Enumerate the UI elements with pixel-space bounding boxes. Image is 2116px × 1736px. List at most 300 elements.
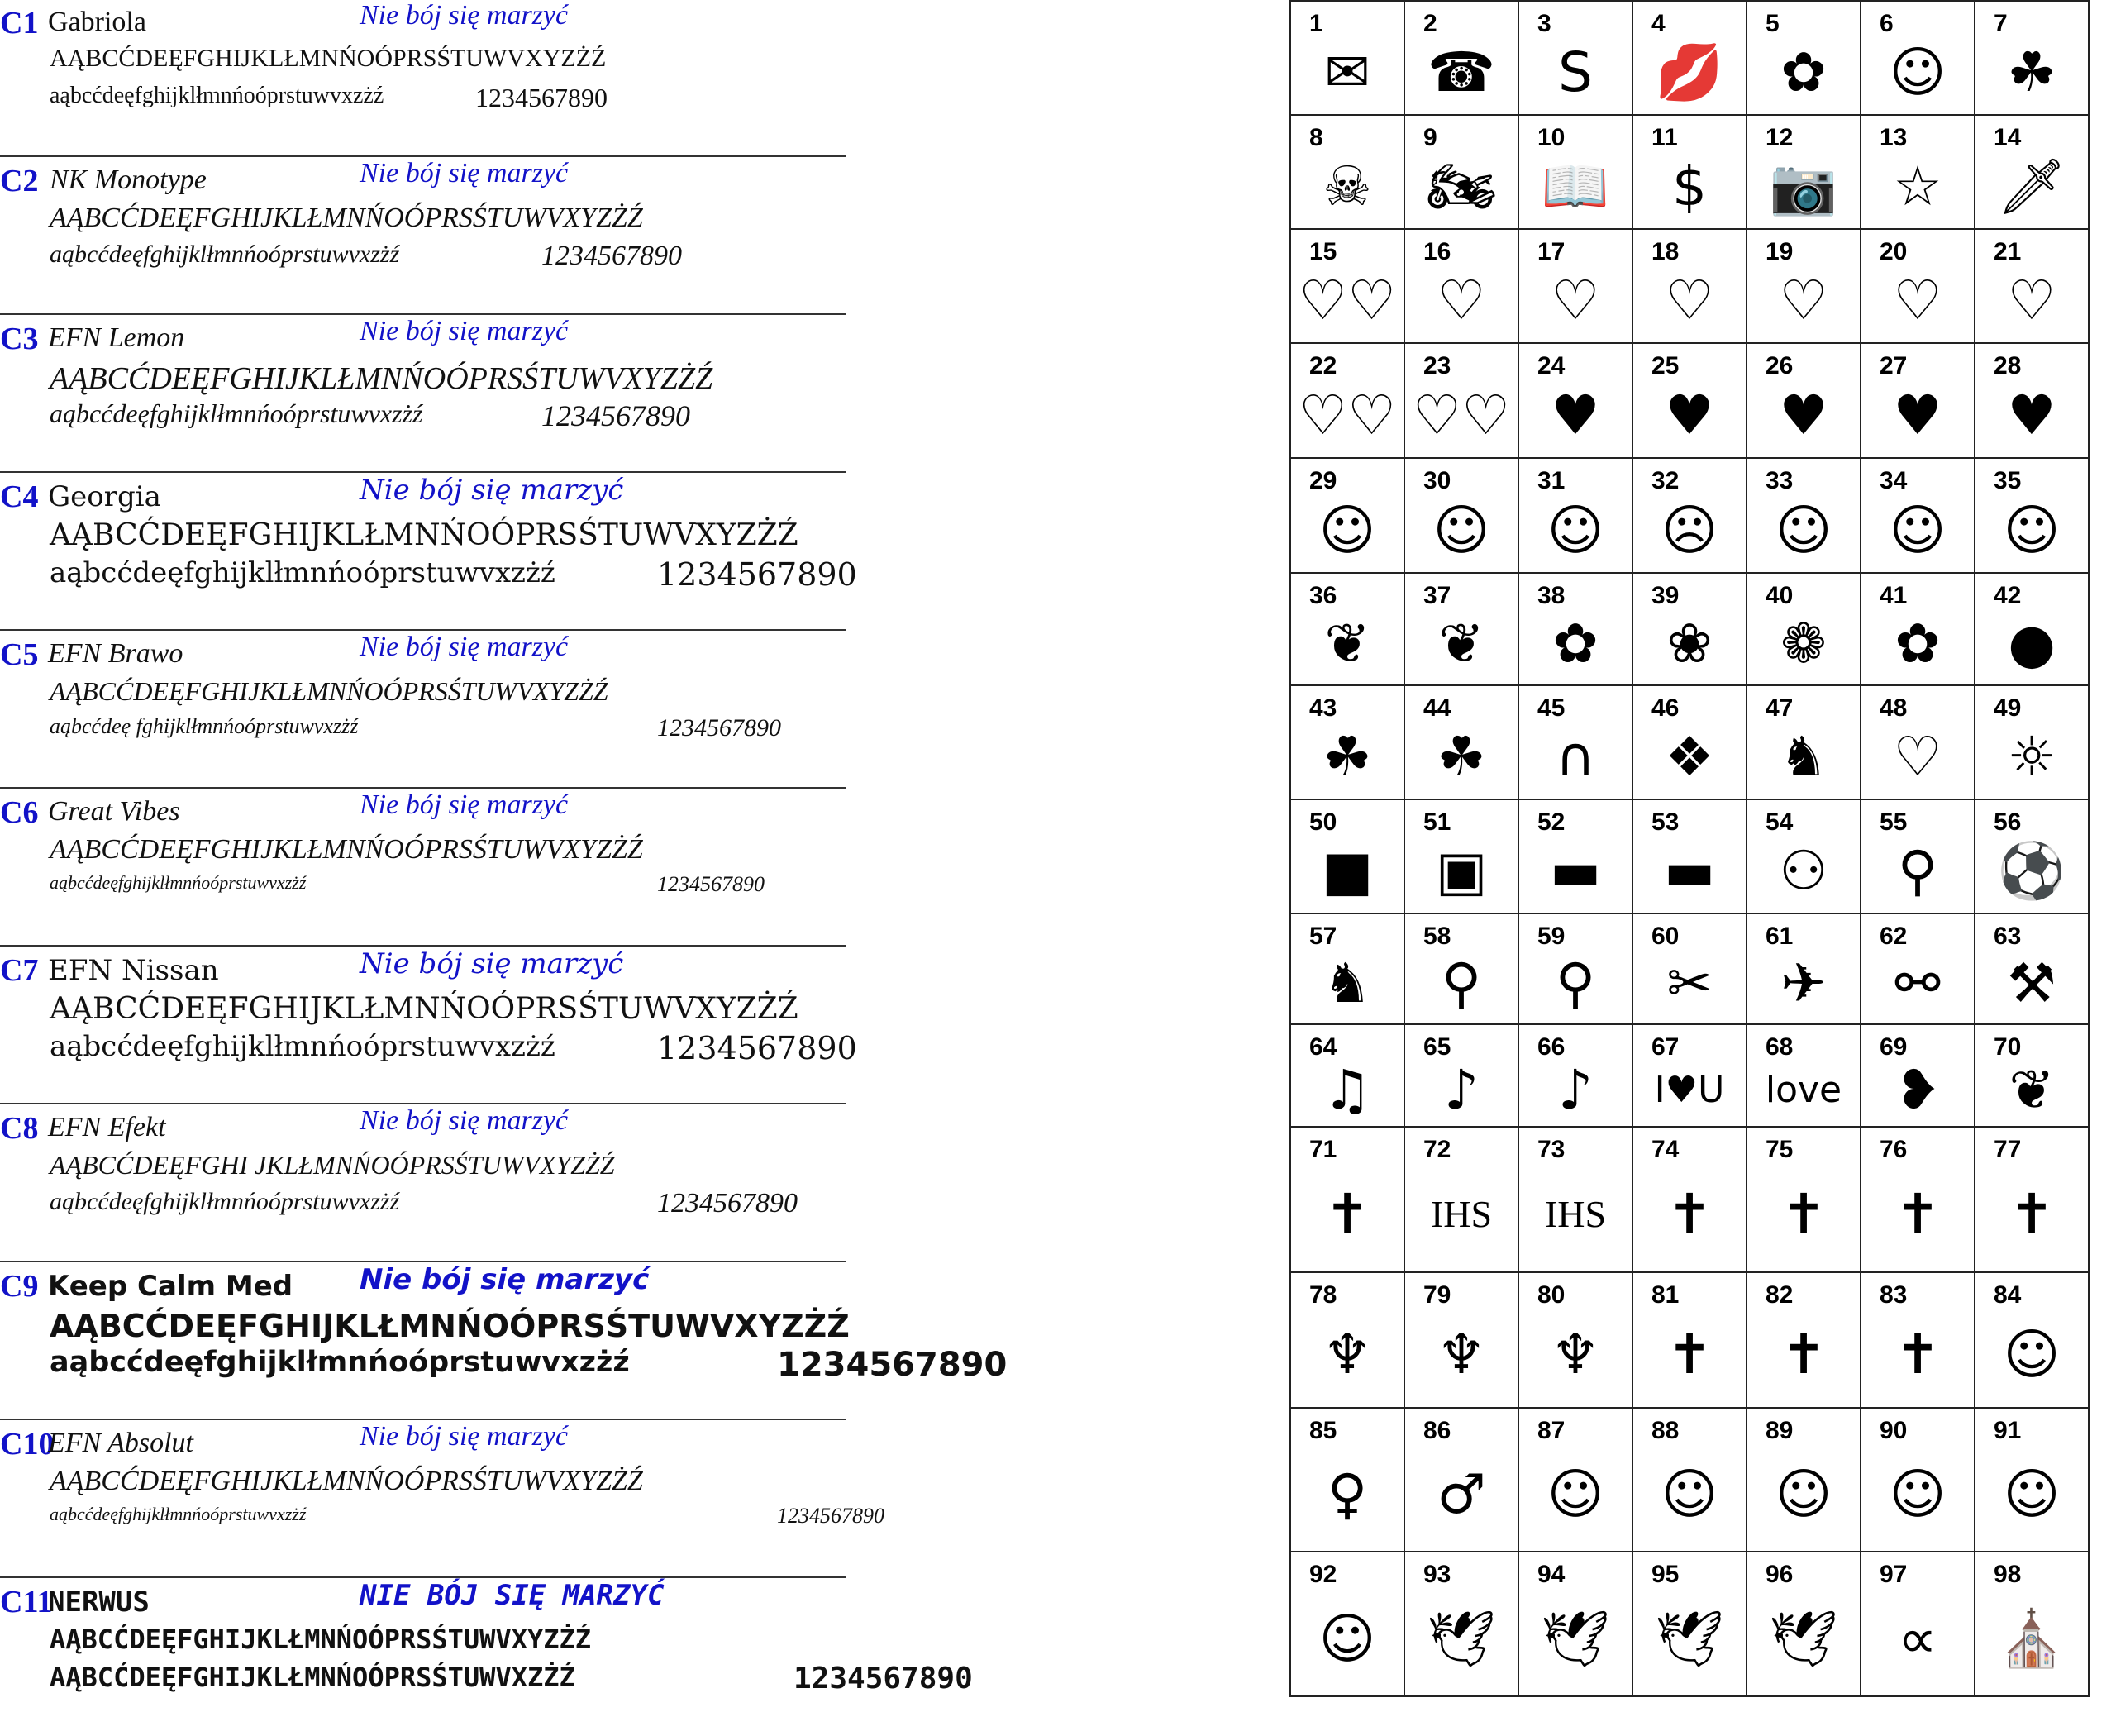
symbol-cell-94[interactable]: [1518, 1551, 1633, 1697]
symbol-number: 60: [1651, 923, 1680, 950]
angel-icon: ☺: [1546, 1462, 1604, 1526]
symbol-number: 96: [1766, 1561, 1794, 1588]
digits-sample: 1234567890: [541, 241, 682, 271]
symbol-cell-9[interactable]: [1404, 114, 1519, 230]
font-sample-c5: [0, 632, 846, 789]
symbol-cell-37[interactable]: [1404, 572, 1519, 686]
symbol-cell-76[interactable]: [1860, 1126, 1975, 1273]
tongue-smiley-icon: ☺: [1432, 498, 1490, 562]
symbol-cell-40[interactable]: [1746, 572, 1861, 686]
rose-bloom-icon: ❁: [1780, 612, 1827, 675]
symbol-cell-79[interactable]: [1404, 1271, 1519, 1409]
symbol-number: 88: [1651, 1417, 1680, 1444]
symbol-number: 34: [1880, 467, 1908, 494]
symbol-number: 73: [1537, 1136, 1566, 1163]
symbol-cell-96[interactable]: [1746, 1551, 1861, 1697]
cats-icon: ♞: [1779, 725, 1828, 789]
symbol-cell-32[interactable]: [1632, 457, 1747, 574]
sad-smiley-icon: ☹: [1661, 498, 1718, 562]
symbol-cell-88[interactable]: [1632, 1407, 1747, 1552]
font-name: NK Monotype: [50, 165, 207, 195]
symbol-number: 85: [1309, 1417, 1337, 1444]
dove-icon: 🕊: [1655, 1606, 1724, 1671]
symbol-cell-80[interactable]: [1518, 1271, 1633, 1409]
symbol-number: 97: [1880, 1561, 1908, 1588]
symbol-cell-75[interactable]: [1746, 1126, 1861, 1273]
symbol-number: 80: [1537, 1281, 1566, 1309]
ihs-wheat-icon: IHS: [1544, 1193, 1607, 1235]
symbol-cell-91[interactable]: [1974, 1407, 2090, 1552]
dagger-icon: 🗡: [1997, 155, 2066, 218]
heart-outline-icon: ♡: [1437, 269, 1486, 332]
symbol-number: 79: [1423, 1281, 1451, 1309]
chalice-host-icon: ♆: [1551, 1323, 1600, 1386]
divider: [0, 313, 846, 315]
lowercase-sample: aąbcćdeę fghijklłmnńoóprstuwvxzżź: [50, 714, 359, 738]
dove-cross-icon: ✝: [1780, 1323, 1827, 1386]
symbol-number: 6: [1880, 10, 1894, 37]
lowercase-sample: aąbcćdeęfghijklłmnńoóprstuwvxzżź: [50, 1030, 555, 1063]
symbol-cell-82[interactable]: [1746, 1271, 1861, 1409]
symbol-number: 56: [1994, 808, 2022, 836]
flower-icon: ✿: [1894, 612, 1941, 675]
cross-chalice-icon: ✝: [1894, 1182, 1941, 1246]
symbol-cell-74[interactable]: [1632, 1126, 1747, 1273]
lowercase-sample: aąbcćdeęfghijklłmnńoóprstuwvxzżź: [50, 872, 307, 893]
forklift-icon: ■: [1321, 839, 1374, 903]
big-smile-icon: ☺: [1889, 498, 1947, 562]
symbol-cell-28[interactable]: [1974, 342, 2090, 459]
apple-icon: ●: [2008, 612, 2056, 675]
symbol-cell-85[interactable]: [1289, 1407, 1405, 1552]
symbol-cell-63[interactable]: [1974, 913, 2090, 1025]
symbol-cell-17[interactable]: [1518, 228, 1633, 344]
symbol-cell-86[interactable]: [1404, 1407, 1519, 1552]
font-code: C3: [0, 322, 39, 356]
symbol-cell-84[interactable]: [1974, 1271, 2090, 1409]
symbol-cell-22[interactable]: [1289, 342, 1405, 459]
phone-icon: ☎: [1427, 41, 1496, 104]
digits-sample: 1234567890: [777, 1346, 1008, 1384]
heart-swirl-icon: ♥: [1665, 383, 1714, 447]
uppercase-sample: AĄBCĆDEĘFGHIJKLŁMNŃOÓPRSŚTUWVXYZŻŹ: [50, 1466, 643, 1496]
i-love-u-icon: I♥U: [1654, 1069, 1725, 1111]
symbol-cell-97[interactable]: [1860, 1551, 1975, 1697]
digits-sample: 1234567890: [794, 1662, 973, 1695]
symbol-number: 36: [1309, 582, 1337, 609]
symbol-number: 31: [1537, 467, 1566, 494]
dove-icon: 🕊: [1541, 1606, 1610, 1671]
symbol-cell-98[interactable]: [1974, 1551, 2090, 1697]
symbol-number: 65: [1423, 1033, 1451, 1061]
uppercase-sample: AĄBCĆDEĘFGHI JKLŁMNŃOÓPRSŚTUWVXYZŻŹ: [50, 1150, 615, 1180]
digits-sample: 1234567890: [777, 1504, 884, 1528]
symbol-number: 23: [1423, 352, 1451, 379]
symbol-cell-26[interactable]: [1746, 342, 1861, 459]
symbol-number: 16: [1423, 238, 1451, 265]
lowercase-sample: aąbcćdeęfghijklłmnńoóprstuwvxzżź: [50, 241, 400, 268]
heart-outline-icon: ♡: [2007, 269, 2056, 332]
symbol-cell-33[interactable]: [1746, 457, 1861, 574]
symbol-cell-42[interactable]: [1974, 572, 2090, 686]
symbol-cell-12[interactable]: [1746, 114, 1861, 230]
camera-icon: 📷: [1769, 155, 1838, 218]
symbol-number: 42: [1994, 582, 2022, 609]
open-book-icon: 📖: [1541, 155, 1610, 218]
lips-icon: 💋: [1655, 41, 1724, 104]
symbol-number: 50: [1309, 808, 1337, 836]
horseshoe-icon: ∩: [1555, 725, 1596, 789]
symbol-number: 51: [1423, 808, 1451, 836]
symbol-number: 19: [1766, 238, 1794, 265]
symbol-number: 7: [1994, 10, 2008, 37]
font-sample-c3: [0, 316, 846, 473]
communion-icon: ✝: [1324, 1182, 1370, 1246]
symbol-cell-38[interactable]: [1518, 572, 1633, 686]
symbol-number: 48: [1880, 694, 1908, 722]
symbol-cell-92[interactable]: [1289, 1551, 1405, 1697]
divider: [0, 787, 846, 789]
symbol-number: 5: [1766, 10, 1780, 37]
symbol-number: 86: [1423, 1417, 1451, 1444]
font-name: EFN Absolut: [48, 1428, 193, 1458]
sample-motto: Nie bój się marzyć: [360, 0, 569, 31]
curly-heart-icon: ♡: [1779, 269, 1828, 332]
symbol-number: 29: [1309, 467, 1337, 494]
bicycle-icon: ⚯: [1894, 951, 1941, 1015]
symbol-cell-5[interactable]: [1746, 0, 1861, 116]
chalice-ihs-icon: ♆: [1437, 1323, 1486, 1386]
symbol-number: 72: [1423, 1136, 1451, 1163]
butterfly-icon: ❦: [1324, 612, 1370, 675]
uppercase-sample: AĄBCĆDEĘFGHIJKLŁMNŃOÓPRSŚTUWVXYZŻŹ: [50, 992, 798, 1026]
symbol-cell-11[interactable]: [1632, 114, 1747, 230]
symbol-cell-39[interactable]: [1632, 572, 1747, 686]
symbol-number: 22: [1309, 352, 1337, 379]
sample-motto: Nie bój się marzyć: [360, 316, 569, 346]
horse-rider-icon: ♞: [1322, 951, 1372, 1015]
symbol-cell-54[interactable]: [1746, 799, 1861, 914]
bus-icon: ▣: [1435, 839, 1488, 903]
dove-icon: 🕊: [1427, 1606, 1496, 1671]
symbol-number: 25: [1651, 352, 1680, 379]
font-name: EFN Lemon: [48, 322, 185, 353]
symbol-cell-1[interactable]: [1289, 0, 1405, 116]
symbol-number: 12: [1766, 124, 1794, 151]
heart-filled-icon: ♥: [1779, 383, 1828, 447]
symbol-number: 14: [1994, 124, 2022, 151]
symbol-cell-20[interactable]: [1860, 228, 1975, 344]
grin-smiley-icon: ☺: [1546, 498, 1604, 562]
symbol-cell-93[interactable]: [1404, 1551, 1519, 1697]
symbol-cell-55[interactable]: [1860, 799, 1975, 914]
lowercase-sample: aąbcćdeęfghijklłmnńoóprstuwvxzżź: [50, 398, 423, 428]
symbol-number: 28: [1994, 352, 2022, 379]
trumpet-angel-icon: ☺: [1318, 1606, 1376, 1671]
footballer-icon: ⚽: [1997, 839, 2066, 903]
font-name: NERWUS: [48, 1586, 150, 1619]
sample-motto: Nie bój się marzyć: [360, 1263, 650, 1296]
font-code: C10: [0, 1427, 55, 1462]
symbol-cell-65[interactable]: [1404, 1023, 1519, 1128]
divider: [0, 471, 846, 473]
symbol-cell-45[interactable]: [1518, 684, 1633, 800]
uppercase-sample: AĄBCĆDEĘFGHIJKLŁMNŃOÓPRSŚTUWVXYZŻŹ: [50, 518, 798, 552]
symbol-cell-4[interactable]: [1632, 0, 1747, 116]
heart-filled-icon: ♥: [1893, 383, 1942, 447]
hearts-swirl-icon: ❥: [1894, 1058, 1941, 1122]
symbol-number: 61: [1766, 923, 1794, 950]
symbol-number: 38: [1537, 582, 1566, 609]
symbol-cell-34[interactable]: [1860, 457, 1975, 574]
symbol-cell-24[interactable]: [1518, 342, 1633, 459]
double-heart-icon: ♡: [1551, 269, 1600, 332]
symbol-cell-60[interactable]: [1632, 913, 1747, 1025]
sports-car-icon: ▬: [1663, 839, 1716, 903]
symbol-number: 35: [1994, 467, 2022, 494]
font-code: C9: [0, 1269, 39, 1304]
symbol-cell-57[interactable]: [1289, 913, 1405, 1025]
symbol-cell-52[interactable]: [1518, 799, 1633, 914]
symbol-cell-67[interactable]: [1632, 1023, 1747, 1128]
symbol-number: 71: [1309, 1136, 1337, 1163]
symbol-number: 4: [1651, 10, 1666, 37]
sample-motto: Nie bój się marzyć: [360, 789, 569, 820]
symbol-number: 70: [1994, 1033, 2022, 1061]
lowercase-sample: aąbcćdeęfghijklłmnńoóprstuwvxzżź: [50, 1346, 630, 1379]
two-hearts-icon: ♡♡: [1298, 269, 1397, 332]
symbol-cell-70[interactable]: [1974, 1023, 2090, 1128]
symbol-cell-81[interactable]: [1632, 1271, 1747, 1409]
symbol-number: 41: [1880, 582, 1908, 609]
envelope-icon: ✉: [1324, 41, 1370, 104]
symbol-number: 1: [1309, 10, 1323, 37]
uppercase-sample: AĄBCĆDEĘFGHIJKLŁMNŃOÓPRSŚTUWVXYZŻŹ: [50, 834, 643, 865]
symbol-cell-90[interactable]: [1860, 1407, 1975, 1552]
dove-descending-icon: ✝: [1894, 1323, 1941, 1386]
angel-icon: ☺: [1775, 1462, 1832, 1526]
symbol-cell-14[interactable]: [1974, 114, 2090, 230]
sample-motto: Nie bój się marzyć: [360, 158, 569, 188]
symbol-number: 54: [1766, 808, 1794, 836]
symbol-number: 21: [1994, 238, 2022, 265]
two-hearts-icon: ♡♡: [1298, 383, 1397, 447]
font-code: C8: [0, 1111, 39, 1146]
symbol-number: 20: [1880, 238, 1908, 265]
symbol-cell-89[interactable]: [1746, 1407, 1861, 1552]
symbol-cell-77[interactable]: [1974, 1126, 2090, 1273]
symbol-number: 8: [1309, 124, 1323, 151]
font-code: C5: [0, 637, 39, 672]
font-sample-c11: [0, 1579, 973, 1736]
font-code: C4: [0, 479, 39, 514]
symbol-number: 74: [1651, 1136, 1680, 1163]
symbol-cell-10[interactable]: [1518, 114, 1633, 230]
font-code: C11: [0, 1585, 53, 1619]
symbol-number: 84: [1994, 1281, 2022, 1309]
communion-girl-icon: ♀: [1327, 1462, 1368, 1526]
sample-motto: Nie bój się marzyć: [360, 632, 569, 662]
symbol-cell-53[interactable]: [1632, 799, 1747, 914]
font-code: C6: [0, 795, 39, 830]
symbol-cell-36[interactable]: [1289, 572, 1405, 686]
symbol-number: 89: [1766, 1417, 1794, 1444]
symbol-cell-68[interactable]: [1746, 1023, 1861, 1128]
tennis-player-icon: ⚲: [1441, 951, 1482, 1015]
font-sample-c9: [0, 1263, 1008, 1420]
symbol-number: 18: [1651, 238, 1680, 265]
cats-heart-icon: ♡: [1893, 725, 1942, 789]
symbol-cell-73[interactable]: [1518, 1126, 1633, 1273]
font-code: C2: [0, 164, 39, 198]
symbol-number: 39: [1651, 582, 1680, 609]
font-sample-c4: [0, 474, 857, 631]
praying-icon: ✝: [2009, 1182, 2055, 1246]
symbol-grid: [1289, 0, 2116, 1707]
truck-icon: ▬: [1549, 839, 1602, 903]
symbol-number: 3: [1537, 10, 1551, 37]
symbol-number: 75: [1766, 1136, 1794, 1163]
symbol-number: 95: [1651, 1561, 1680, 1588]
digits-sample: 1234567890: [657, 556, 857, 593]
symbol-cell-50[interactable]: [1289, 799, 1405, 914]
symbol-number: 27: [1880, 352, 1908, 379]
symbol-cell-35[interactable]: [1974, 457, 2090, 574]
symbol-cell-2[interactable]: [1404, 0, 1519, 116]
symbol-number: 90: [1880, 1417, 1908, 1444]
symbol-cell-3[interactable]: [1518, 0, 1633, 116]
symbol-number: 57: [1309, 923, 1337, 950]
symbol-number: 98: [1994, 1561, 2022, 1588]
font-name: Great Vibes: [48, 796, 180, 827]
symbol-number: 10: [1537, 124, 1566, 151]
symbol-cell-95[interactable]: [1632, 1551, 1747, 1697]
uppercase-sample: AĄBCĆDEĘFGHIJKLŁMNŃOÓPRSŚTUWVXYZŻŹ: [50, 1624, 592, 1655]
symbol-cell-44[interactable]: [1404, 684, 1519, 800]
sample-motto: Nie bój się marzyć: [360, 947, 624, 980]
fish-icon: ∝: [1898, 1606, 1937, 1671]
symbol-cell-71[interactable]: [1289, 1126, 1405, 1273]
symbol-cell-6[interactable]: [1860, 0, 1975, 116]
butterfly-ornate-icon: ❦: [1438, 612, 1485, 675]
symbol-cell-13[interactable]: [1860, 114, 1975, 230]
symbol-cell-19[interactable]: [1746, 228, 1861, 344]
symbol-cell-72[interactable]: [1404, 1126, 1519, 1273]
symbol-cell-59[interactable]: [1518, 913, 1633, 1025]
font-sample-c1: [0, 0, 846, 157]
symbol-cell-66[interactable]: [1518, 1023, 1633, 1128]
symbol-cell-56[interactable]: [1974, 799, 2090, 914]
cyclist-icon: ⚲: [1897, 839, 1938, 903]
symbol-cell-48[interactable]: [1860, 684, 1975, 800]
symbol-cell-31[interactable]: [1518, 457, 1633, 574]
digits-sample: 1234567890: [657, 872, 765, 896]
symbol-cell-41[interactable]: [1860, 572, 1975, 686]
rose-icon: ❀: [1666, 612, 1713, 675]
skull-icon: ☠: [1322, 155, 1372, 218]
symbol-cell-16[interactable]: [1404, 228, 1519, 344]
symbol-number: 58: [1423, 923, 1451, 950]
symbol-cell-7[interactable]: [1974, 0, 2090, 116]
dollar-icon: $: [1672, 155, 1707, 218]
divider: [0, 1103, 846, 1104]
symbol-cell-46[interactable]: [1632, 684, 1747, 800]
fingerprint-heart-icon: ♥: [2007, 383, 2056, 447]
symbol-cell-62[interactable]: [1860, 913, 1975, 1025]
bible-icon: ✝: [1780, 1182, 1827, 1246]
sample-motto: NIE BÓJ SIĘ MARZYĆ: [360, 1579, 665, 1612]
symbol-cell-64[interactable]: [1289, 1023, 1405, 1128]
lowercase-sample: aąbcćdeęfghijklłmnńoóprstuwvxzżź: [50, 1188, 400, 1215]
symbol-number: 49: [1994, 694, 2022, 722]
symbol-cell-49[interactable]: [1974, 684, 2090, 800]
symbol-cell-23[interactable]: [1404, 342, 1519, 459]
pope-portrait-icon: ☺: [2003, 1323, 2061, 1386]
symbol-cell-61[interactable]: [1746, 913, 1861, 1025]
symbol-cell-51[interactable]: [1404, 799, 1519, 914]
love-text-icon: love: [1765, 1069, 1842, 1111]
symbol-cell-30[interactable]: [1404, 457, 1519, 574]
digits-sample: 1234567890: [475, 83, 608, 112]
symbol-number: 32: [1651, 467, 1680, 494]
smiley-icon: ☺: [1318, 498, 1376, 562]
symbol-cell-25[interactable]: [1632, 342, 1747, 459]
weightlifter-icon: ⚲: [1555, 951, 1596, 1015]
candle-icon: ✝: [1666, 1323, 1713, 1386]
symbol-cell-15[interactable]: [1289, 228, 1405, 344]
symbol-number: 9: [1423, 124, 1437, 151]
symbol-cell-8[interactable]: [1289, 114, 1405, 230]
symbol-number: 33: [1766, 467, 1794, 494]
font-sample-c8: [0, 1105, 846, 1262]
symbol-number: 69: [1880, 1033, 1908, 1061]
tools-icon: ⚒: [2007, 951, 2056, 1015]
symbol-number: 37: [1423, 582, 1451, 609]
biker-icon: ⚇: [1779, 839, 1828, 903]
symbol-cell-18[interactable]: [1632, 228, 1747, 344]
symbol-number: 81: [1651, 1281, 1680, 1309]
star-icon: ☆: [1893, 155, 1942, 218]
divider: [0, 945, 846, 947]
symbol-cell-43[interactable]: [1289, 684, 1405, 800]
angel-icon: ☺: [1661, 1462, 1718, 1526]
motorcycle-rider-icon: 🏍: [1427, 155, 1496, 218]
symbol-cell-27[interactable]: [1860, 342, 1975, 459]
music-note-icon: ♫: [1322, 1058, 1372, 1122]
heart-outline-icon: ♡: [1893, 269, 1942, 332]
symbol-cell-78[interactable]: [1289, 1271, 1405, 1409]
symbol-cell-21[interactable]: [1974, 228, 2090, 344]
praying-angel-icon: ☺: [1889, 1462, 1947, 1526]
symbol-cell-69[interactable]: [1860, 1023, 1975, 1128]
clover-icon: ☘: [1322, 725, 1372, 789]
digits-sample: 1234567890: [657, 714, 781, 742]
lowercase-sample: AĄBCĆDEĘFGHIJKLŁMNŃOÓPRSŚTUWVXZŻŹ: [50, 1662, 575, 1693]
symbol-number: 94: [1537, 1561, 1566, 1588]
symbol-cell-83[interactable]: [1860, 1271, 1975, 1409]
symbol-number: 45: [1537, 694, 1566, 722]
symbol-cell-87[interactable]: [1518, 1407, 1633, 1552]
symbol-number: 52: [1537, 808, 1566, 836]
lowercase-sample: aąbcćdeęfghijklłmnńoóprstuwvxzżź: [50, 1504, 307, 1524]
uppercase-sample: AĄBCĆDEĘFGHIJKLŁMNŃOÓPRSŚTUWVXYZŻŹ: [50, 676, 608, 706]
symbol-cell-58[interactable]: [1404, 913, 1519, 1025]
symbol-cell-47[interactable]: [1746, 684, 1861, 800]
symbol-number: 63: [1994, 923, 2022, 950]
angel-icon: ☺: [2003, 1462, 2061, 1526]
symbol-cell-29[interactable]: [1289, 457, 1405, 574]
symbol-number: 13: [1880, 124, 1908, 151]
